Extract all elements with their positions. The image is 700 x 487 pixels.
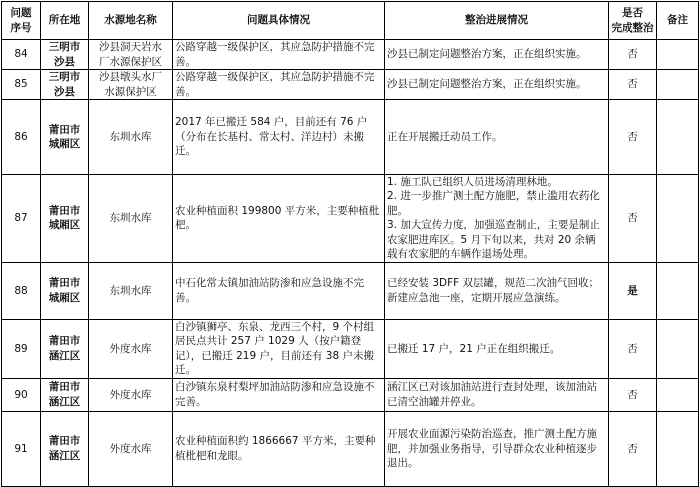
- cell-progress: 涵江区已对该加油站进行查封处理，该加油站已清空油罐并停业。: [385, 378, 609, 411]
- cell-progress: 开展农业面源污染防治巡查，推广测土配方施肥，并加强业务指导，引导群众农业种植逐步退出。: [385, 411, 609, 486]
- cell-done: 否: [609, 319, 657, 378]
- cell-remark: [657, 378, 699, 411]
- table-row: [2, 411, 699, 486]
- cell-location: 莆田市 涵江区: [41, 319, 89, 378]
- table-row: [2, 262, 699, 319]
- cell-source: 外度水库: [89, 411, 173, 486]
- cell-location: 莆田市 城厢区: [41, 262, 89, 319]
- cell-problem: 农业种植面积约 1866667 平方米，主要种植枇杷和龙眼。: [173, 411, 385, 486]
- header-problem: 问题具体情况: [173, 2, 385, 40]
- header-remark: 备注: [657, 2, 699, 40]
- table-row: [2, 175, 699, 263]
- table-row: [2, 70, 699, 100]
- cell-no: 91: [2, 411, 41, 486]
- cell-problem: 公路穿越一级保护区，其应急防护措施不完善。: [173, 40, 385, 70]
- header-source: 水源地名称: [89, 2, 173, 40]
- cell-no: 86: [2, 100, 41, 175]
- cell-no: 88: [2, 262, 41, 319]
- cell-source: 沙县墩头水厂 水源保护区: [89, 70, 173, 100]
- cell-problem: 2017 年已搬迁 584 户，目前还有 76 户（分布在长基村、常太村、洋边村）未搬迁。: [173, 100, 385, 175]
- table-row: [2, 100, 699, 175]
- cell-done: 否: [609, 100, 657, 175]
- cell-remark: [657, 175, 699, 263]
- cell-no: 85: [2, 70, 41, 100]
- cell-source: 外度水库: [89, 319, 173, 378]
- cell-source: 东圳水库: [89, 100, 173, 175]
- cell-progress: 沙县已制定问题整治方案，正在组织实施。: [385, 70, 609, 100]
- header-progress: 整治进展情况: [385, 2, 609, 40]
- cell-remark: [657, 40, 699, 70]
- cell-remark: [657, 262, 699, 319]
- cell-no: 89: [2, 319, 41, 378]
- cell-done: 否: [609, 70, 657, 100]
- rectification-table: [1, 1, 699, 487]
- header-done: 是否 完成整治: [609, 2, 657, 40]
- cell-progress: 1. 施工队已组织人员进场清理林地。 2. 进一步推广测土配方施肥，禁止滥用农药化肥。 3. 加大宣传力度，加强巡查制止，主要是制止农家肥进库区。5 月下旬以来，共对 20 余辆载有农家肥的车辆作退场处理。: [385, 175, 609, 263]
- cell-remark: [657, 70, 699, 100]
- cell-no: 87: [2, 175, 41, 263]
- cell-no: 90: [2, 378, 41, 411]
- header-no: 问题 序号: [2, 2, 41, 40]
- header-row: [2, 2, 699, 40]
- cell-done: 否: [609, 411, 657, 486]
- table-row: [2, 319, 699, 378]
- cell-remark: [657, 100, 699, 175]
- cell-done: 是: [609, 262, 657, 319]
- cell-problem: 白沙镇狮亭、东泉、龙西三个村，9 个村组居民点共计 257 户 1029 人（按户籍登记），已搬迁 219 户，目前还有 38 户未搬迁。: [173, 319, 385, 378]
- cell-location: 莆田市 涵江区: [41, 378, 89, 411]
- cell-done: 否: [609, 378, 657, 411]
- cell-progress: 已经安装 3DFF 双层罐，规范二次油气回收；新建应急池一座，定期开展应急演练。: [385, 262, 609, 319]
- cell-location: 莆田市 城厢区: [41, 100, 89, 175]
- cell-no: 84: [2, 40, 41, 70]
- cell-problem: 中石化常太镇加油站防渗和应急设施不完善。: [173, 262, 385, 319]
- cell-problem: 农业种植面积 199800 平方米，主要种植枇杷。: [173, 175, 385, 263]
- cell-progress: 沙县已制定问题整治方案，正在组织实施。: [385, 40, 609, 70]
- table-row: [2, 40, 699, 70]
- cell-source: 沙县洞天岩水 厂水源保护区: [89, 40, 173, 70]
- cell-source: 东圳水库: [89, 175, 173, 263]
- cell-problem: 公路穿越一级保护区，其应急防护措施不完善。: [173, 70, 385, 100]
- cell-remark: [657, 319, 699, 378]
- cell-location: 莆田市 城厢区: [41, 175, 89, 263]
- header-location: 所在地: [41, 2, 89, 40]
- cell-remark: [657, 411, 699, 486]
- cell-progress: 正在开展搬迁动员工作。: [385, 100, 609, 175]
- cell-source: 东圳水库: [89, 262, 173, 319]
- cell-source: 外度水库: [89, 378, 173, 411]
- cell-location: 三明市 沙县: [41, 40, 89, 70]
- cell-location: 莆田市 涵江区: [41, 411, 89, 486]
- cell-location: 三明市 沙县: [41, 70, 89, 100]
- cell-done: 否: [609, 40, 657, 70]
- table-row: [2, 378, 699, 411]
- cell-problem: 白沙镇东泉村梨坪加油站防渗和应急设施不完善。: [173, 378, 385, 411]
- cell-done: 否: [609, 175, 657, 263]
- cell-progress: 已搬迁 17 户，21 户正在组织搬迁。: [385, 319, 609, 378]
